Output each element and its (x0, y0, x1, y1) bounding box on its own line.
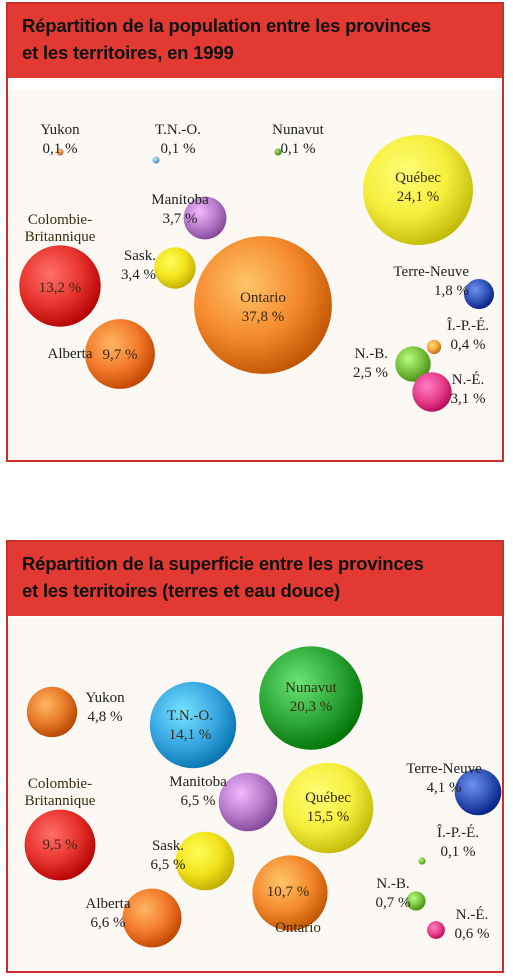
area-title-line-1: Répartition de la superficie entre les provinces (22, 553, 424, 574)
area-chart-area (8, 618, 502, 971)
pop-t-n-o-name-label: T.N.-O. (155, 122, 201, 138)
area-title-line-2: et les territoires (terres et eau douce) (22, 580, 340, 601)
pop-t-n-o-bubble (153, 157, 160, 164)
area-n-b-value-label: 0,7 % (375, 895, 411, 911)
area-ontario-name-label: Ontario (275, 920, 321, 936)
pop-alberta-name-label: Alberta (47, 346, 93, 362)
area-t-n-o-value-label: 14,1 % (168, 727, 212, 743)
area-ontario-value-label: 10,7 % (266, 884, 310, 900)
area-alberta-bubble (123, 889, 182, 948)
pop-manitoba-value-label: 3,7 % (162, 211, 198, 227)
pop-n-b-value-label: 2,5 % (353, 365, 388, 381)
population-chart-area (8, 90, 502, 460)
area-quebec-bubble (283, 763, 374, 854)
area-quebec-name-label: Québec (305, 790, 351, 806)
area-nunavut-value-label: 20,3 % (289, 699, 333, 715)
area-n-e-name-label: N.-É. (455, 907, 489, 923)
pop-sask-bubble (154, 247, 195, 288)
population-bubble-chart (8, 90, 502, 460)
pop-yukon-value-label: 0,1 % (42, 141, 78, 157)
pop-quebec-value-label: 24,1 % (396, 189, 440, 205)
population-chart-title (8, 4, 502, 78)
population-title-line-2: et les territoires, en 1999 (22, 42, 234, 63)
area-terre-neuve-value-label: 4,1 % (426, 780, 462, 796)
pop-colombie-britannique-value-label: 13,2 % (38, 280, 82, 296)
pop-n-e-value-label: 3,1 % (450, 391, 486, 407)
pop-colombie-britannique-name-label-1: Colombie- (27, 212, 93, 228)
area-alberta-value-label: 6,6 % (90, 915, 126, 931)
area-sask-name-label: Sask. (151, 838, 185, 854)
pop-n-b-name-label: N.-B. (354, 346, 388, 362)
pop-sask-value-label: 3,4 % (121, 267, 156, 283)
area-bubble-chart (8, 618, 502, 971)
pop-terre-neuve-name-label: Terre-Neuve (393, 264, 469, 280)
pop-nunavut-name-label: Nunavut (272, 122, 324, 138)
area-alberta-name-label: Alberta (85, 896, 131, 912)
area-yukon-value-label: 4,8 % (87, 709, 123, 725)
area-i-p-e-value-label: 0,1 % (440, 844, 476, 860)
area-nunavut-bubble (259, 646, 363, 750)
area-chart-title (8, 542, 502, 616)
pop-t-n-o-value-label: 0,1 % (160, 141, 196, 157)
pop-n-e-bubble (412, 372, 451, 411)
population-title-line-1: Répartition de la population entre les provinces (22, 15, 431, 36)
area-terre-neuve-name-label: Terre-Neuve (406, 761, 482, 777)
pop-i-p-e-value-label: 0,4 % (450, 337, 486, 353)
area-nunavut-name-label: Nunavut (285, 680, 337, 696)
area-i-p-e-bubble (418, 857, 425, 864)
pop-alberta-value-label: 9,7 % (102, 347, 138, 363)
pop-colombie-britannique-name-label-2: Britannique (24, 229, 96, 245)
area-n-e-bubble (427, 921, 445, 939)
pop-ontario-name-label: Ontario (240, 290, 286, 306)
population-chart-panel (6, 2, 504, 462)
pop-ontario-value-label: 37,8 % (241, 309, 285, 325)
pop-i-p-e-name-label: Î.-P.-É. (446, 318, 490, 334)
area-manitoba-name-label: Manitoba (169, 774, 227, 790)
area-yukon-bubble (27, 687, 77, 737)
area-colombie-britannique-name-label-2: Britannique (24, 793, 96, 809)
area-yukon-name-label: Yukon (85, 690, 125, 706)
pop-yukon-name-label: Yukon (40, 122, 80, 138)
area-colombie-britannique-name-label-1: Colombie- (27, 776, 93, 792)
area-chart-panel (6, 540, 504, 973)
pop-quebec-name-label: Québec (395, 170, 441, 186)
area-t-n-o-name-label: T.N.-O. (167, 708, 213, 724)
area-colombie-britannique-value-label: 9,5 % (42, 837, 78, 853)
area-i-p-e-name-label: Î.-P.-É. (436, 825, 480, 841)
area-manitoba-value-label: 6,5 % (180, 793, 216, 809)
area-t-n-o-bubble (150, 682, 236, 768)
area-n-b-name-label: N.-B. (376, 876, 410, 892)
area-manitoba-bubble (219, 773, 278, 832)
pop-nunavut-value-label: 0,1 % (280, 141, 316, 157)
pop-terre-neuve-value-label: 1,8 % (434, 283, 469, 299)
pop-sask-name-label: Sask. (123, 248, 156, 264)
pop-manitoba-name-label: Manitoba (151, 192, 209, 208)
pop-n-e-name-label: N.-É. (451, 372, 485, 388)
area-quebec-value-label: 15,5 % (306, 809, 350, 825)
pop-i-p-e-bubble (427, 340, 441, 354)
area-sask-value-label: 6,5 % (150, 857, 186, 873)
area-n-e-value-label: 0,6 % (454, 926, 490, 942)
